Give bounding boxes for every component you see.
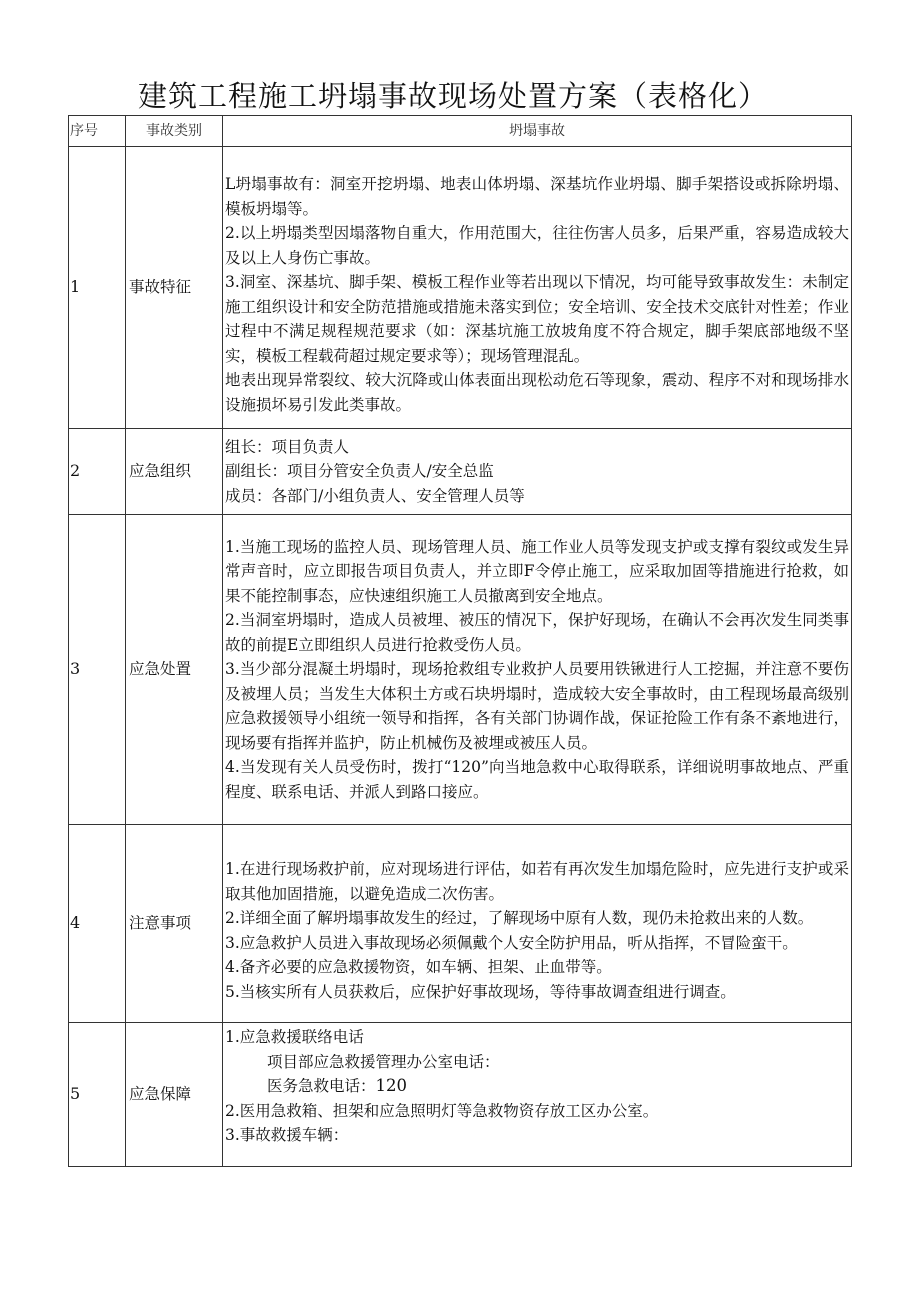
content-line: 2.医用急救箱、担架和应急照明灯等急救物资存放工区办公室。 (225, 1101, 659, 1120)
content-line: 1.在进行现场救护前，应对现场进行评估，如若有再次发生加塌危险时，应先进行支护或采取其他加固措施，以避免造成二次伤害。 (225, 860, 849, 903)
content-line: 2.详细全面了解坍塌事故发生的经过，了解现场中原有人数，现仍未抢救出来的人数。 (225, 909, 814, 927)
row-category: 应急组织 (126, 429, 223, 515)
row-category: 事故特征 (126, 147, 223, 429)
content-line: 4.当发现有关人员受伤时，拨打“120”向当地急救中心取得联系，详细说明事故地点、严重程度、联系电话、并派人到路口接应。 (225, 758, 849, 801)
content-line (225, 1074, 849, 1099)
table-row (69, 147, 852, 429)
row-category: 应急处置 (126, 515, 223, 825)
header-index: 序号 (69, 116, 126, 147)
content-line: 3.洞室、深基坑、脚手架、模板工程作业等若出现以下情况，均可能导致事故发生：未制定施工组织设计和安全防范措施或措施未落实到位；安全培训、安全技术交底针对性差；作业过程中不满足规程规范要求（如：深基坑施工放坡角度不符合规定，脚手架底部地级不坚实，模板工程载荷超过规定要求等）；现场管理混乱。 (225, 273, 849, 365)
content-line: 1.应急救援联络电话 (225, 1028, 364, 1046)
row-index: 1 (69, 147, 126, 429)
table-row (69, 825, 852, 1023)
content-line: 4.备齐必要的应急救援物资，如车辆、担架、止血带等。 (225, 958, 612, 976)
phone-label: 医务急救电话： (267, 1077, 376, 1095)
content-line: 3.当少部分混凝土坍塌时，现场抢救组专业救护人员要用铁锹进行人工挖掘，并注意不要伤及被埋人员；当发生大体积土方或石块坍塌时，造成较大安全事故时，由工程现场最高级别应急救援领导小组统一领导和指挥，各有关部门协调作战，保证抢险工作有条不紊地进行，现场要有指挥并监护，防止机械伤及被埋或被压人员。 (225, 660, 849, 752)
row-category: 注意事项 (126, 825, 223, 1023)
content-line: 组长：项目负责人 (225, 437, 350, 456)
row-content (223, 429, 852, 515)
header-content: 坍塌事故 (223, 116, 852, 147)
row-content (223, 825, 852, 1023)
row-category: 应急保障 (126, 1023, 223, 1167)
table-header-row (69, 116, 852, 147)
page-title: 建筑工程施工坍塌事故现场处置方案（表格化） (138, 79, 769, 113)
row-content (223, 1023, 852, 1167)
content-line: 3.应急救护人员进入事故现场必须佩戴个人安全防护用品，听从指挥，不冒险蛮干。 (225, 933, 798, 952)
content-line: 项目部应急救援管理办公室电话： (267, 1052, 500, 1071)
content-line: 地表出现异常裂纹、较大沉降或山体表面出现松动危石等现象，震动、程序不对和现场排水设施损坏易引发此类事故。 (225, 371, 849, 414)
content-line: 成员：各部门/小组负责人、安全管理人员等 (225, 486, 525, 505)
content-line: 3.事故救援车辆： (225, 1126, 349, 1144)
table-row (69, 429, 852, 515)
content-line: 副组长：项目分管安全负责人/安全总监 (225, 462, 494, 481)
row-index: 5 (69, 1023, 126, 1167)
content-line: 5.当核实所有人员获救后，应保护好事故现场，等待事故调查组进行调查。 (225, 982, 736, 1001)
phone-number: 120 (375, 1076, 408, 1095)
row-index: 3 (69, 515, 126, 825)
row-content (223, 147, 852, 429)
content-line: 1.当施工现场的监控人员、现场管理人员、施工作业人员等发现支护或支撑有裂纹或发生异常声音时，应立即报告项目负责人，并立即F令停止施工，应采取加固等措施进行抢救，如果不能控制事态，应快速组织施工人员撤离到安全地点。 (225, 537, 849, 605)
table-row (69, 1023, 852, 1167)
header-category: 事故类别 (126, 116, 223, 147)
row-index: 2 (69, 429, 126, 515)
row-content (223, 515, 852, 825)
content-line: 2.当洞室坍塌时，造成人员被埋、被压的情况下，保护好现场，在确认不会再次发生同类事故的前提E立即组织人员进行抢救受伤人员。 (225, 611, 849, 654)
emergency-plan-table (68, 115, 852, 1167)
table-row (69, 515, 852, 825)
row-index: 4 (69, 825, 126, 1023)
content-line: L坍塌事故有：洞室开挖坍塌、地表山体坍塌、深基坑作业坍塌、脚手架搭设或拆除坍塌、模板坍塌等。 (225, 175, 849, 218)
content-line: 2.以上坍塌类型因塌落物自重大，作用范围大，往往伤害人员多，后果严重，容易造成较大及以上人身伤亡事故。 (225, 224, 849, 267)
